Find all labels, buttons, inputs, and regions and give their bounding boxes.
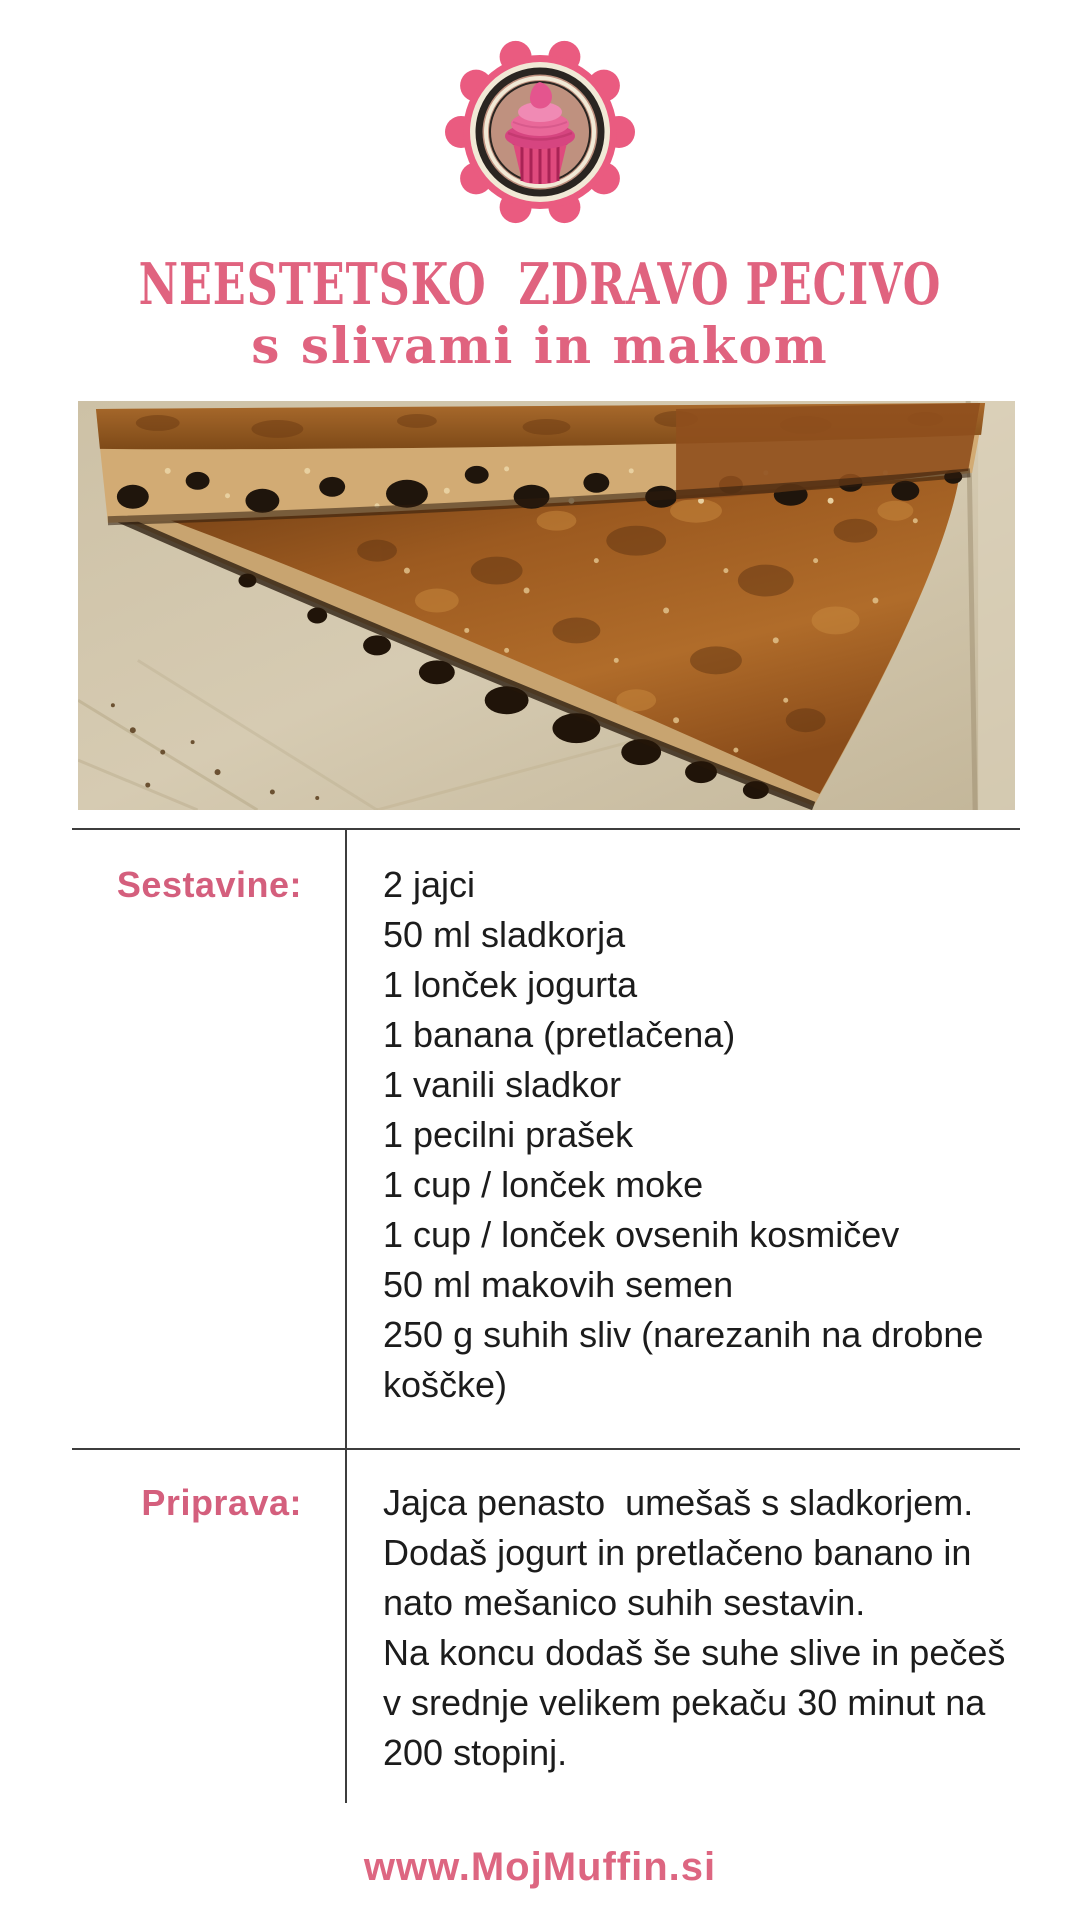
ingredient-item: 1 lonček jogurta bbox=[383, 964, 638, 1005]
ingredient-item: 1 pecilni prašek bbox=[383, 1114, 634, 1155]
plum-poppy-seed-cake-photo bbox=[78, 401, 1015, 810]
preparation-line: Dodaš jogurt in pretlačeno banano in bbox=[383, 1532, 972, 1573]
cake-photo bbox=[78, 401, 1015, 810]
column-divider bbox=[345, 828, 347, 1803]
page-subtitle: s slivami in makom bbox=[251, 316, 829, 375]
ingredient-item: 2 jajci bbox=[383, 864, 476, 905]
preparation-line: v srednje velikem pekaču 30 minut na bbox=[383, 1682, 986, 1723]
website-text: www.MojMuffin.si bbox=[363, 1845, 717, 1889]
ingredient-item: 50 ml makovih semen bbox=[383, 1264, 734, 1305]
cupcake-badge-logo bbox=[445, 36, 635, 228]
ingredient-item: 1 cup / lonček moke bbox=[383, 1164, 704, 1205]
preparation-label: Priprava: bbox=[141, 1482, 302, 1523]
preparation-text bbox=[383, 1478, 1043, 1778]
preparation-line: Na koncu dodaš še suhe slive in pečeš bbox=[383, 1632, 1006, 1673]
ingredient-item: 1 cup / lonček ovsenih kosmičev bbox=[383, 1214, 900, 1255]
preparation-line: 200 stopinj. bbox=[383, 1732, 568, 1773]
ingredient-item: 50 ml sladkorja bbox=[383, 914, 626, 955]
ingredient-item: 250 g suhih sliv (narezanih na drobne koščke) bbox=[383, 1314, 984, 1405]
ingredients-label: Sestavine: bbox=[116, 864, 302, 905]
divider-middle bbox=[72, 1448, 1020, 1450]
ingredient-item: 1 vanili sladkor bbox=[383, 1064, 622, 1105]
preparation-line: Jajca penasto umešaš s sladkorjem. bbox=[383, 1482, 974, 1523]
page-title-text: NEESTETSKO ZDRAVO PECIVO bbox=[138, 252, 942, 319]
cupcake-badge-icon bbox=[445, 36, 635, 228]
page-title bbox=[0, 252, 1080, 319]
ingredient-item: 1 banana (pretlačena) bbox=[383, 1014, 736, 1055]
preparation-line: nato mešanico suhih sestavin. bbox=[383, 1582, 866, 1623]
ingredients-list bbox=[383, 860, 1043, 1410]
divider-top bbox=[72, 828, 1020, 830]
